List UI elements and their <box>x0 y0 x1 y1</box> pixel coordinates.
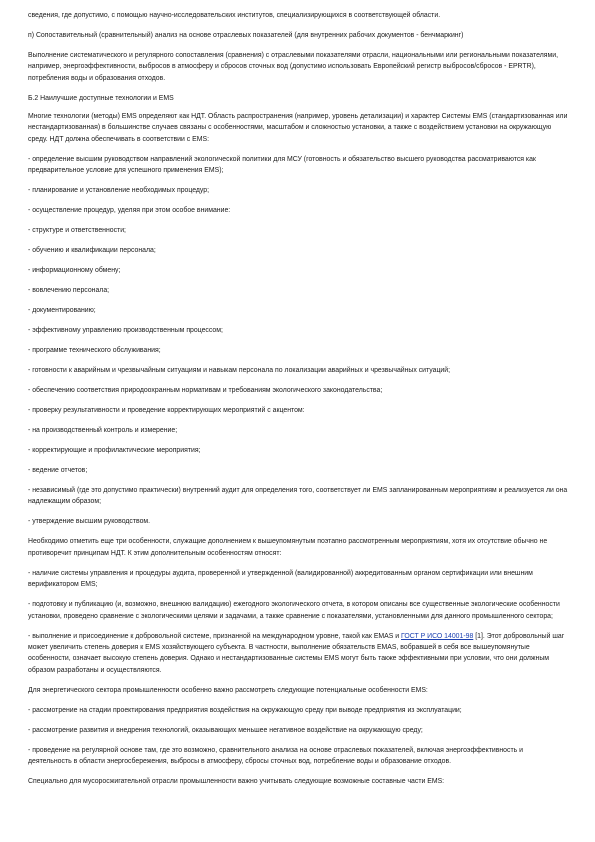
list-item: - документированию; <box>28 307 96 315</box>
paragraph-benchmarking: Выполнение систематического и регулярного сопоставления (сравнения) с отраслевыми показателями отрасли, национальными или региональными показателями, например, энергоэффективности, выбросов в атмосферу и сбросов сточных вод (допустимо использовать Европейский регистр выбросов/сбросов - EPRTR), потребления воды и образования отходов. <box>28 52 558 82</box>
list-item: - ведение отчетов; <box>28 467 88 475</box>
list-item: - рассмотрение развития и внедрения технологий, оказывающих меньшее негативное воздействие на окружающую среду; <box>28 726 423 734</box>
list-item: - вовлечению персонала; <box>28 287 110 295</box>
gost-iso-link[interactable]: ГОСТ Р ИСО 14001-98 <box>401 632 474 640</box>
list-item: - наличие системы управления и процедуры аудита, проверенной и утвержденной (валидированной) аккредитованным органом сертификации или внешним верификатором EMS; <box>28 569 533 589</box>
paragraph-item-n: п) Сопоставительный (сравнительный) анализ на основе отраслевых показателей (для внутренних рабочих документов - бенчмаркинг) <box>28 32 464 39</box>
emas-text-post: [1]. Этот добровольный шаг может увеличить степень доверия к EMS хозяйствующего субъекта. В частности, выполнение обязательств EMAS, вобравшей в себя все вышеупомянутые особенности, означает высокую степень доверия. Однако и нестандартизованные системы EMS могут быть также эффективными при условии, что они должным образом разработаны и осуществляются. <box>28 632 565 674</box>
emas-text-pre: - выполнение и присоединение к добровольной системе, признанной на международном уровне, такой как EMAS и <box>28 632 402 640</box>
paragraph-emas <box>28 631 568 677</box>
list-item: - на производственный контроль и измерение; <box>28 427 178 435</box>
section-heading-b2: Б.2 Наилучшие доступные технологии и EMS <box>28 94 174 102</box>
list-item: - готовности к аварийным и чрезвычайным ситуациям и навыкам персонала по локализации аварийных и чрезвычайных ситуаций; <box>28 367 451 375</box>
paragraph-last: Специально для мусоросжигательной отрасли промышленности важно учитывать следующие возможные составные части EMS: <box>28 778 445 786</box>
list-item: - программе технического обслуживания; <box>28 347 161 355</box>
list-item: - проверку результативности и проведение корректирующих мероприятий с акцентом: <box>28 407 305 415</box>
list-item: - планирование и установление необходимых процедур; <box>28 187 210 195</box>
list-item: - независимый (где это допустимо практически) внутренний аудит для определения того, соответствует ли EMS запланированным мероприятиям и реализуется ли она надлежащим образом; <box>28 487 568 506</box>
list-item: - проведение на регулярной основе там, где это возможно, сравнительного анализа на основе отраслевых показателей, включая энергоэффективность и деятельность в области энергосбережения, выбросы в атмосферу, сбросы сточных вод, потребление воды и образование отходов. <box>28 746 523 766</box>
paragraph-b2: Многие технологии (методы) EMS определяют как НДТ. Область распространения (например, уровень детализации) и характер Системы EMS (стандартизованная или нестандартизованная) в большинстве случаев связаны с особенностями, масштабом и сложностью установки, а также с воздействием установки на окружающую среду. НДТ должна обеспечивать в соответствии с EMS: <box>28 112 568 143</box>
paragraph-energy: Для энергетического сектора промышленности особенно важно рассмотреть следующие потенциальные особенности EMS: <box>28 686 428 694</box>
list-item: - структуре и ответственности; <box>28 227 126 235</box>
list-item: - информационному обмену; <box>28 267 121 275</box>
list-item: - эффективному управлению производственным процессом; <box>28 327 223 335</box>
list-item: - обучению и квалификации персонала; <box>28 247 156 255</box>
list-item: - рассмотрение на стадии проектирования предприятия воздействия на окружающую среду при выводе предприятия из эксплуатации; <box>28 706 462 714</box>
list-item: - осуществление процедур, уделяя при этом особое внимание: <box>28 207 231 215</box>
list-item: - утверждение высшим руководством. <box>28 518 151 526</box>
list-item: - подготовку и публикацию (и, возможно, внешнюю валидацию) ежегодного экологического отчета, в котором описаны все существенные экологические особенности установки, проведено сравнение с экологическими целями и задачами, а также сравнение с показателями, установленными для данного промышленного сектора; <box>28 601 560 620</box>
list-item: - определение высшим руководством направлений экологической политики для МСУ (готовность и обязательство высшего руководства рассматриваются как предварительное условие для успешного применения EMS); <box>28 155 536 175</box>
paragraph-additional: Необходимо отметить еще три особенности, служащие дополнением к вышеупомянутым поэтапно рассмотренным мероприятиям, хотя их отсутствие обычно не противоречит принципам НДТ. К этим дополнительным особенностям относят: <box>28 538 548 557</box>
document-page <box>28 10 568 796</box>
list-item: - обеспечению соответствия природоохранным нормативам и требованиям экологического законодательства; <box>28 387 383 395</box>
paragraph-intro: сведения, где допустимо, с помощью научно-исследовательских институтов, специализирующихся в соответствующей области. <box>28 12 441 19</box>
list-item: - корректирующие и профилактические мероприятия; <box>28 447 201 455</box>
